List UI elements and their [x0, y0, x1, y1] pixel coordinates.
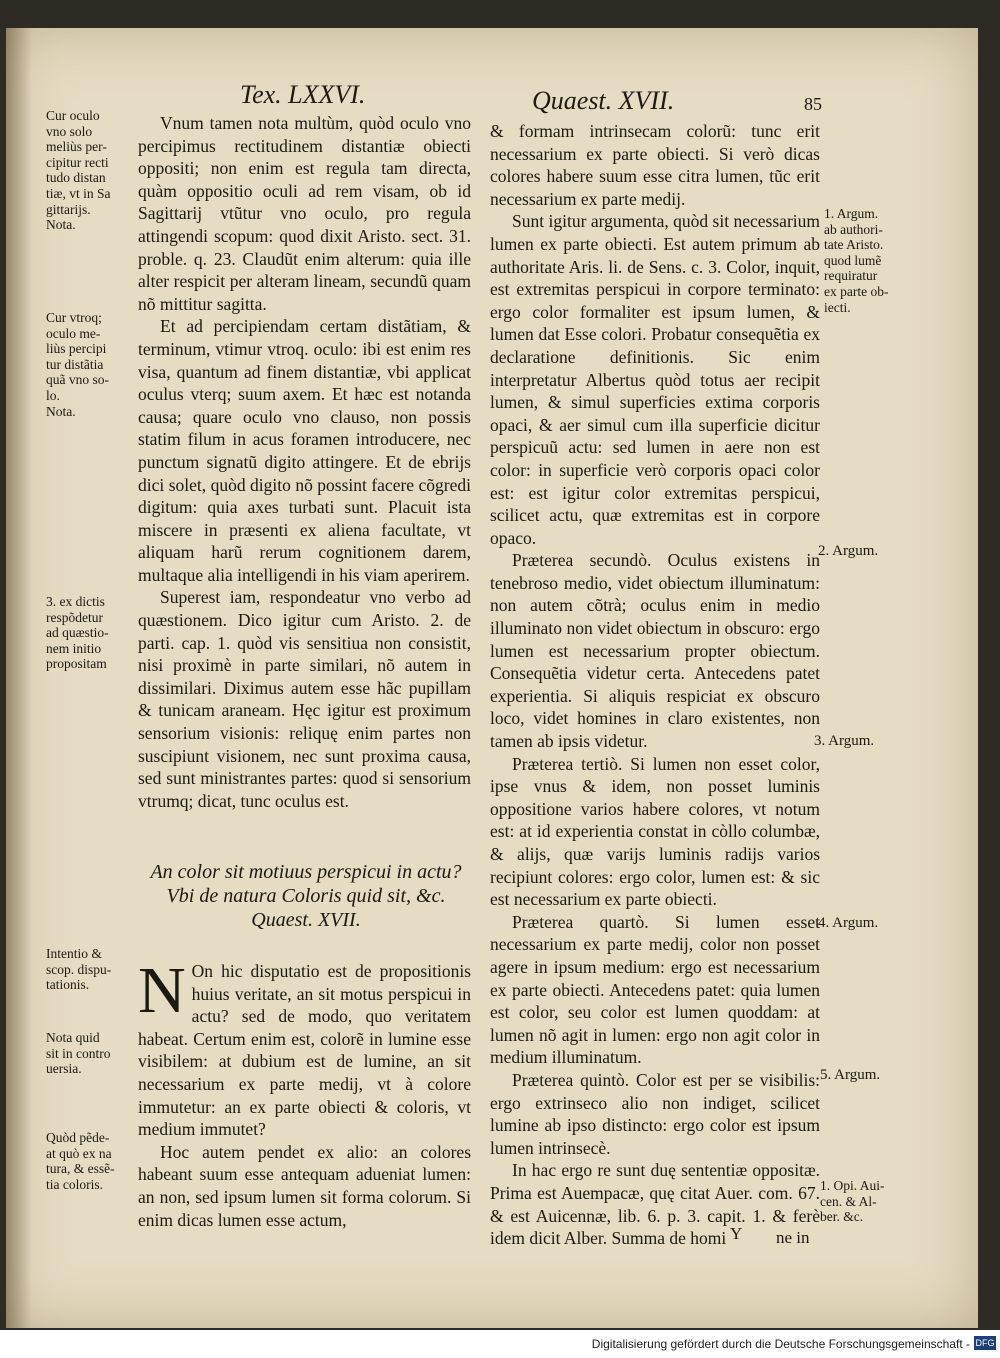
paragraph: Hoc autem pendet ex alio: an colores habeant suum esse antequam adueniat lumen: an non, sed ipsum lumen sit forma colorum. Si enim dicas lumen esse actum,	[138, 1141, 471, 1230]
margin-note: 1. Argum. ab authori- tate Aristo. quod lumẽ requiratur ex parte ob- iecti.	[824, 206, 889, 315]
signature-mark: Y	[730, 1224, 743, 1243]
paragraph: Præterea secundò. Oculus existens in tenebroso medio, videt obiectum illuminatum: non autem cõtrà; oculus enim in medio illuminato non videt obiectum in obscuro: ergo lumen est necessarium propter obiectum. Consequẽtia videtur certa. Antecedens patet experientia. Si aliquis respiciat ex obscuro loco, videt homines in claro existentes, non tamen ab ipsis videtur.	[490, 550, 820, 752]
paragraph: Vnum tamen nota multùm, quòd oculo vno percipimus rectitudinem distantiæ obiecti oppositi; non enim est regula tam directa, quàm oppositio oculi ad rem visam, ob id Sagittarij vtũtur vno oculo, pro regula attingendi scopum: quod dixit Aristo. sect. 31. proble. q. 23. Claudũt enim alterum: quia ille alter respicit per alteram lineam, secundũ quam nõ mittitur sagitta.	[138, 113, 471, 314]
paragraph: Præterea quartò. Si lumen esset necessarium ex parte medij, color non posset agere in ipsum medium: ergo est necessarium ex parte obiecti. Antecedens patet: quia lumen est color, seu color est lumen quoddam: at lumen nõ agit in lumen: ergo non agit color in medium illuminatum.	[490, 911, 820, 1068]
margin-note: Intentio & scop. dispu- tationis.	[46, 946, 112, 993]
drop-cap: N	[138, 954, 186, 1027]
page-number: 85	[804, 94, 822, 114]
paragraph: Superest iam, respondeatur vno verbo ad quæstionem. Dico igitur cum Aristo. 2. de parti. cap. 1. quòd vis sensitiua non consistit, nisi proximè in parte similari, nõ autem in dissimilari. Diximus autem esse hãc pupillam & tunicam araneam. Hęc igitur est proximum sensorium visionis: reliquę enim partes non suscipiunt visionem, nec sunt proxima causa, sed sunt ministrantes partes: quod si sensorium vtrumq; dicat, tunc oculus est.	[138, 587, 471, 811]
question-heading: An color sit motiuus perspicui in actu? Vbi de natura Coloris quid sit, &c. Quaest. XVII.	[150, 861, 462, 931]
margin-note: Cur oculo vno solo meliùs per- cipitur recti tudo distan tiæ, vt in Sa gittarijs. Nota.	[46, 108, 111, 233]
paragraph-text: On hic disputatio est de propositionis huius veritate, an sit motus perspicui in actu? sed de modo, quo veritatem habeat. Certum enim est, colorẽ in lumine esse visibilem: at dubium est de lumine, an sit necessarium ex parte medij, vt à colore immutetur: an ex parte obiecti & coloris, vt medium immutet?	[138, 961, 471, 1140]
book-page	[6, 28, 978, 1328]
catchword: ne in	[776, 1228, 810, 1247]
running-head-left: Tex. LXXVI.	[240, 80, 366, 109]
question-text	[138, 954, 471, 1231]
digitization-footer	[0, 1330, 1000, 1358]
left-column-text	[138, 112, 471, 812]
margin-note: 3. ex dictis respõdetur ad quæstio- nem initio propositam	[46, 594, 109, 672]
margin-note: 3. Argum.	[814, 733, 875, 749]
paragraph: Præterea quintò. Color est per se visibilis: ergo extrinseco alio non indiget, scilicet lumine ab ipso distincto: ergo color est ipsum lumen intrinsecè.	[490, 1069, 820, 1158]
margin-note: 4. Argum.	[818, 915, 879, 931]
footer-credit: Digitalisierung gefördert durch die Deutsche Forschungsgemeinschaft -	[591, 1337, 970, 1351]
dfg-logo: DFG	[975, 1338, 995, 1348]
margin-note: 5. Argum.	[820, 1067, 881, 1083]
paragraph: Præterea tertiò. Si lumen non esset color, ipse vnus & idem, non posset luminis oppositione varios habere colores, vt notum est: at id experientia constat in còllo columbæ, & alijs, quæ varijs luminis radijs varios recipiunt colores: ergo color, lumen est: & sic est necessarium ex parte obiecti.	[490, 753, 820, 910]
paragraph: & formam intrinsecam colorũ: tunc erit necessarium ex parte obiecti. Si verò dicas colores habere suum esse citra lumen, tũc erit necessarium ex parte medij.	[490, 121, 820, 209]
running-head-right: Quaest. XVII.	[532, 86, 675, 115]
margin-note: Cur vtroq; oculo me- liùs percipi tur distãtia quã vno so- lo. Nota.	[46, 310, 109, 419]
margin-note: Quòd pẽde- at quò ex na tura, & essẽ- tia coloris.	[46, 1130, 115, 1192]
paragraph: In hac ergo re sunt duę sententiæ oppositæ. Prima est Auempacæ, quę citat Auer. com. 67. & est Auicennæ, lib. 6. p. 3. capit. 1. & ferè idem dicit Alber. Summa de homi	[490, 1160, 820, 1249]
paragraph: Sunt igitur argumenta, quòd sit necessarium lumen ex parte obiecti. Est autem primum ab authoritate Aris. li. de Sens. c. 3. Color, inquit, est extremitas perspicui in corpore terminato: ergo color formaliter est ipsum lumen, & lumen dat Esse colori. Probatur consequẽtia ex declaratione definitionis. Sic enim interpretatur Albertus quòd totus aer recipit lumen, & simul superficies extima corporis opaci, & aer simul cum illa superficie dicitur perspicuũ actu: sed lumen in aere non est color: in superficie verò corporis opaci color est: est igitur color extremitas perspicui, scilicet actu, quæ extremitas est in corpore opaco.	[490, 211, 820, 548]
paragraph: Et ad percipiendam certam distãtiam, & terminum, vtimur vtroq. oculo: ibi est enim res visa, quantum ad finem distantiæ, vbi applicat oculus vterq; suum axem. Et hæc est notanda causa; quare oculo vno clauso, non possis statim filum in acus foramen introducere, nec punctum signatũ digito attingere. Et de ebrijs dici solet, quòd digito nõ possint facere cõgredi digitum: quia axes turbati sunt. Placuit ista miscere in præsenti ex aliena facultate, vt aliquam harũ rerum cognitionem darem, multaque alia intelligendi in his viam aperirem.	[138, 316, 471, 585]
margin-note: Nota quid sit in contro uersia.	[46, 1030, 111, 1077]
paragraph	[138, 954, 471, 1141]
right-column-text	[490, 120, 820, 1250]
margin-note: 2. Argum.	[818, 543, 879, 559]
margin-note: 1. Opi. Aui- cen. & Al- ber. &c.	[820, 1178, 885, 1225]
